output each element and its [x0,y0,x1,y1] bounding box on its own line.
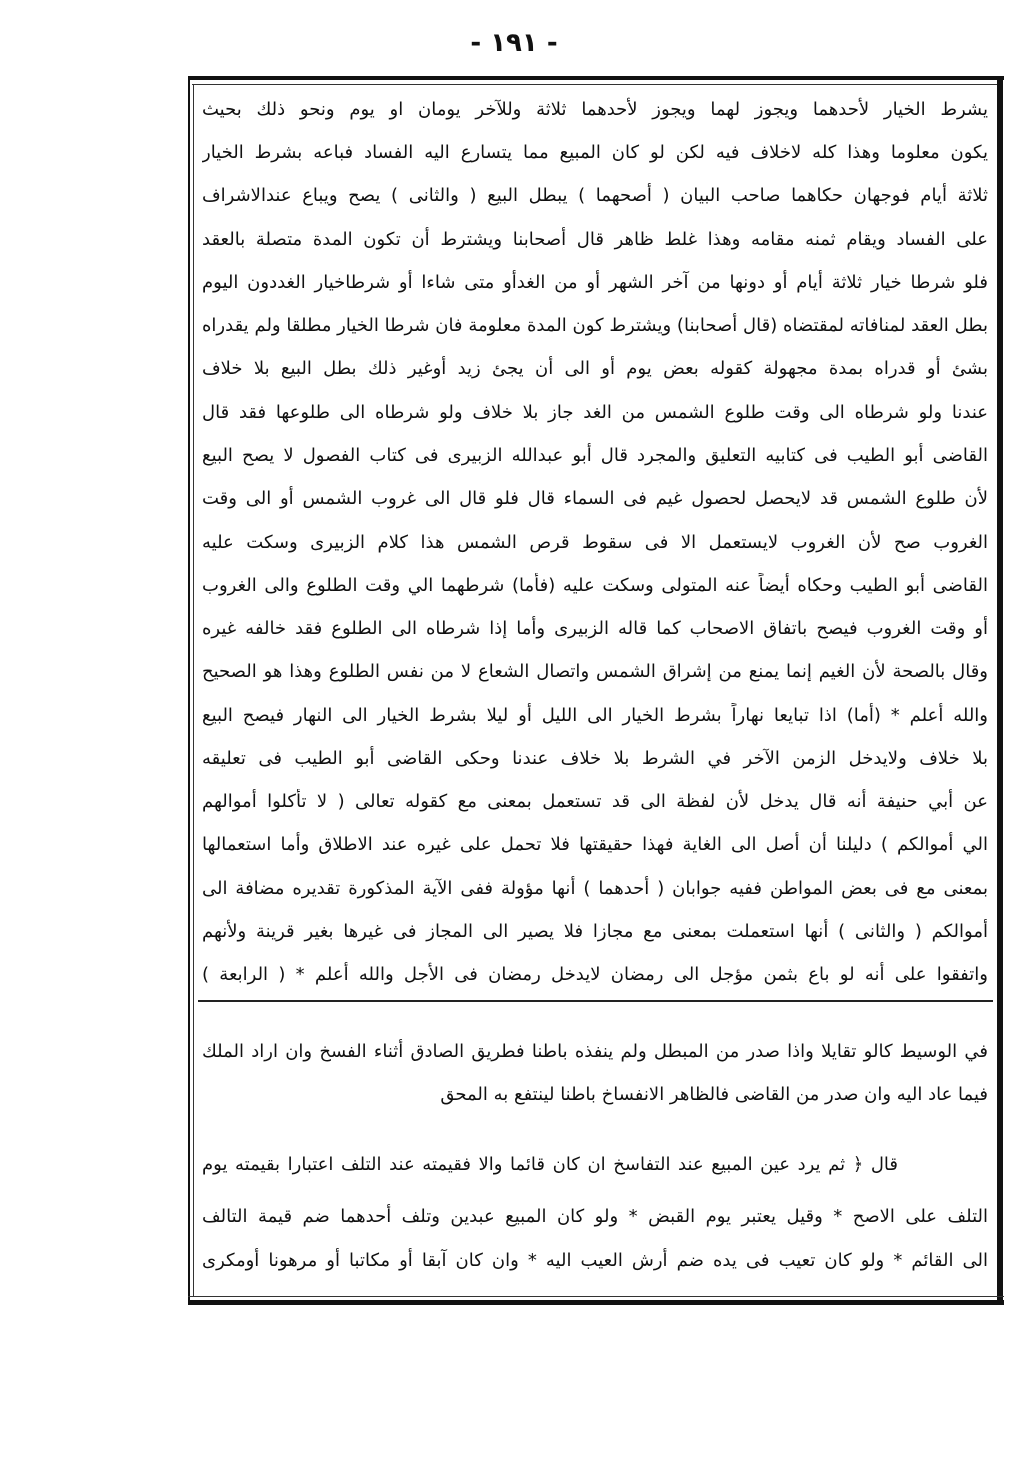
text-line: وقال بالصحة لأن الغيم إنما يمنع من إشراق الشمس واتصال الشعاع لا من نفس الطلوع وهذا هو الصحيح [202,661,988,682]
frame-border-bottom-inner [188,1296,1004,1297]
text-line: عندنا ولو شرطاه الى وقت طلوع الشمس من الغد جاز بلا خلاف ولو شرطاه الى طلوعها فقد قال [202,402,988,423]
text-line: يكون معلوما وهذا كله لاخلاف فيه لكن لو كان المبيع مما يتسارع اليه الفساد فباعه بشرط الخيار [202,142,988,163]
section-divider [198,1000,993,1002]
text-line: بطل العقد لمنافاته لمقتضاه (قال أصحابنا) ويشترط كون المدة معلومة فان شرطا الخيار مطلقا ولم يقدراه [202,315,988,336]
frame-border-top-inner [192,84,1000,85]
text-line: الي أموالكم ) دليلنا أن أصل الى الغاية فهذا حقيقتها فلا تحمل على غيره عند الاطلاق وأما استعمالها [202,834,988,855]
text-line: بشئ أو قدراه بمدة مجهولة كقوله بعض يوم أو الى أن يجئ زيد أوغير ذلك بطل البيع بلا خلاف [202,358,988,379]
text-line: لأن طلوع الشمس قد لايحصل لحصول غيم فى السماء قال فلو قال الى غروب الشمس أو الى وقت [202,488,988,509]
text-line: واتفقوا على أنه لو باع بثمن مؤجل الى رمضان لايدخل رمضان فى الأجل والله أعلم * ( الرابعة ) [202,964,988,985]
text-line: القاضى أبو الطيب وحكاه أيضاً عنه المتولى وسكت عليه (فأما) شرطهما الي وقت الطلوع والى الغروب [202,575,988,596]
text-line: أو وقت الغروب فيصح باتفاق الاصحاب كما قاله الزبيرى وأما إذا شرطاه الى الطلوع فقد خالفه غيره [202,618,988,639]
text-line: والله أعلم * (أما) اذا تبايعا نهاراً بشرط الخيار الى الليل أو ليلا بشرط الخيار الى النهار فيصح البيع [202,705,988,726]
frame-border-bottom [188,1300,1004,1305]
frame-border-left-inner [193,84,194,1296]
frame-border-top [188,76,1004,80]
text-line: الى القائم * ولو كان تعيب فى يده ضم أرش العيب اليه * وان كان آبقا أو مكاتبا أو مرهونا أومكرى [202,1250,988,1271]
text-line: التلف على الاصح * وقيل يعتبر يوم القبض * ولو كان المبيع عبدين وتلف أحدهما ضم قيمة التالف [202,1206,988,1227]
text-line: ثلاثة أيام فوجهان حكاهما صاحب البيان ( أصحهما ) يبطل البيع ( والثانى ) يصح ويباع عندالاشراف [202,185,988,206]
text-line: فلو شرطا خيار ثلاثة أيام أو دونها من آخر الشهر أو من الغدأو متى شاءا أو شرطاخيار الغددون اليوم [202,272,988,293]
text-line: الغروب صح لأن الغروب لايستعمل الا فى سقوط قرص الشمس هذا كلام الزبيرى وسكت عليه [202,532,988,553]
text-line: بمعنى مع فى بعض المواطن ففيه جوابان ( أحدهما ) أنها مؤولة ففى الآية المذكورة تقديره مضافة الى [202,878,988,899]
text-line: في الوسيط كالو تقايلا واذا صدر من المبطل ولم ينفذه باطنا فطريق الصادق أثناء الفسخ وان اراد الملك [202,1041,988,1062]
text-line: عن أبي حنيفة أنه قال يدخل لأن لفظة الى قد تستعمل بمعنى مع كقوله تعالى ( لا تأكلوا أموالهم [202,791,988,812]
page-number: - ١٩١ - [470,28,558,58]
text-line: على الفساد ويقام ثمنه مقامه وهذا غلط ظاهر قال أصحابنا ويشترط أن تكون المدة متصلة بالعقد [202,229,988,250]
text-line: بلا خلاف ولايدخل الزمن الآخر في الشرط بلا خلاف عندنا وحكى القاضى أبو الطيب فى تعليقه [202,748,988,769]
text-line: القاضى أبو الطيب فى كتابيه التعليق والمجرد قال أبو عبدالله الزبيرى فى كتاب الفصول لا يصح البيع [202,445,988,466]
frame-border-left [188,76,190,1304]
text-line: يشرط الخيار لأحدهما ويجوز لهما ويجوز لأحدهما ثلاثة وللآخر يومان او يوم ونحو ذلك بحيث [202,99,988,120]
frame-border-right [997,76,1003,1304]
text-line: أموالكم ( والثانى ) أنها استعملت بمعنى مع مجازا فلا يصير الى المجاز فى غيرها بغير قرينة ولأنهم [202,921,988,942]
text-line: قال ﴿ ثم يرد عين المبيع عند التفاسخ ان كان قائما والا فقيمته عند التلف اعتبارا بقيمته يوم [202,1154,898,1175]
text-line: فيما عاد اليه وان صدر من القاضى فالظاهر الانفساخ باطنا لينتفع به المحق [440,1084,988,1105]
